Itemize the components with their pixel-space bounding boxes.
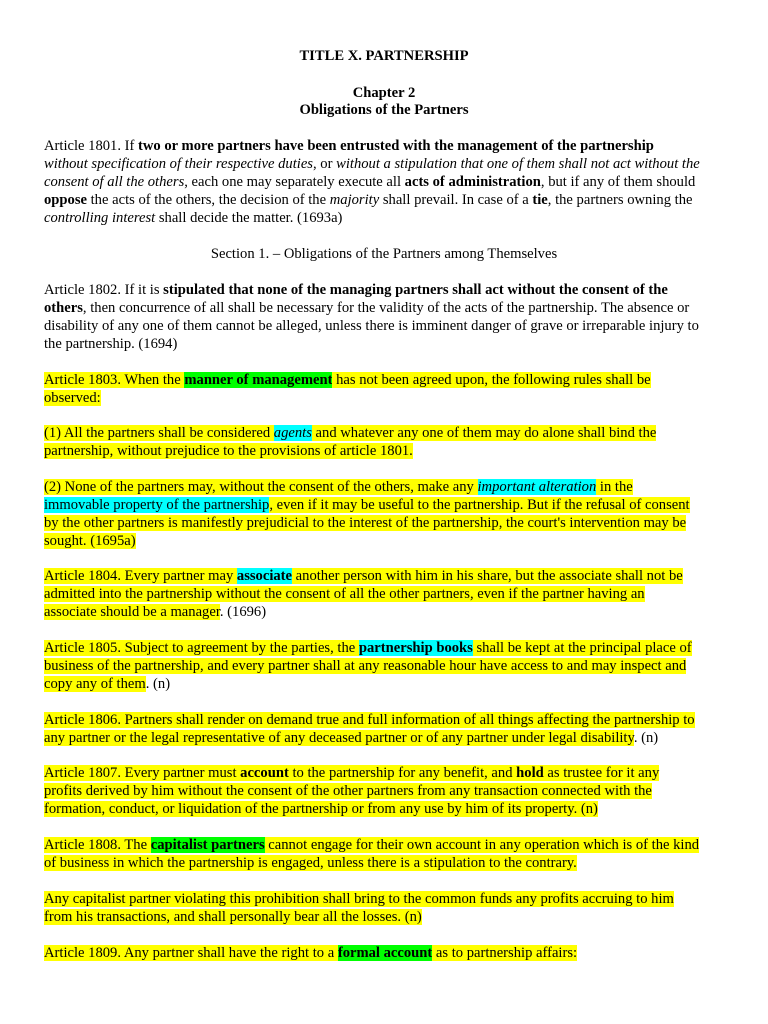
highlight-cyan: immovable property of the partnership <box>44 497 270 513</box>
highlight-yellow: Article 1803. When the <box>44 372 185 388</box>
chapter-title: Obligations of the Partners <box>299 102 469 118</box>
document-page: TITLE X. PARTNERSHIP Chapter 2 Obligations of the Partners Article 1801. If two or more partners have been entrusted with the management of the partnership without specification of their respective duties, or without a stipulation that one of them shall not act without the consent of all the others, each one may separately execute all acts of administration, but if any of them should oppose the acts of the others, the decision of the majority shall prevail. In case of a tie, the partners owning the controlling interest shall decide the matter. (1693a) Section 1. – Obligations of the Partners among Themselves Article 1802. If it is stipulated that none of the managing partners shall act without the consent of the others, then concurrence of all shall be necessary for the validity of the acts of the partnership. The absence or disability of any one of them cannot be alleged, unless there is imminent danger of grave or irreparable injury to the partnership. (1694) Article 1803. When the manner of management has not been agreed upon, the following rules shall be observed: (1) All the partners shall be considered agents and whatever any one of them may do alone shall bind the partnership, without prejudice to the provisions of article 1801. (2) None of the partners may, without the consent of the others, make any important alteration in the immovable property of the partnership, even if it may be useful to the partnership. But if the refusal of consent by the other partners is manifestly prejudicial to the interest of the partnership, the court's intervention may be sought. (1695a) Article 1804. Every partner may associate another person with him in his share, but the associate shall not be admitted into the partnership without the consent of all the other partners, even if the partner having an associate should be a manager. (1696) Article 1805. Subject to agreement by the parties, the partnership books shall be kept at the principal place of business of the partnership, and every partner shall at any reasonable hour have access to and may inspect and copy any of them. (n) Article 1806. Partners shall render on demand true and full information of all things affecting the partnership to any partner or the legal representative of any deceased partner or of any partner under legal disability. (n) Article 1807. Every partner must account to the partnership for any benefit, and hold as trustee for it any profits derived by him without the consent of the other partners from any transaction connected with the formation, conduct, or liquidation of the partnership or from any use by him of its property. (n) Article 1808. The capitalist partners cannot engage for their own account in any operation which is of the kind of business in which the partnership is engaged, unless there is a stipulation to the contrary. Any capitalist partner violating this prohibition shall bring to the common funds any profits accruing to him from his transactions, and shall personally bear all the losses. (n) Article 1809. Any partner shall have the right to a formal account as to partnership affairs: <box>0 0 768 1024</box>
section-heading: Section 1. – Obligations of the Partners among Themselves <box>210 246 558 262</box>
highlight-green: formal account <box>337 945 433 961</box>
highlight-green: capitalist partners <box>150 837 265 853</box>
highlight-green: manner of management <box>184 372 333 388</box>
highlight-cyan: associate <box>236 568 293 584</box>
highlight-cyan: important alteration <box>477 479 597 495</box>
chapter-number: Chapter 2 <box>352 85 416 101</box>
highlight-cyan: agents <box>273 425 312 441</box>
page-title: TITLE X. PARTNERSHIP <box>299 48 469 64</box>
highlight-cyan: partnership books <box>358 640 473 656</box>
